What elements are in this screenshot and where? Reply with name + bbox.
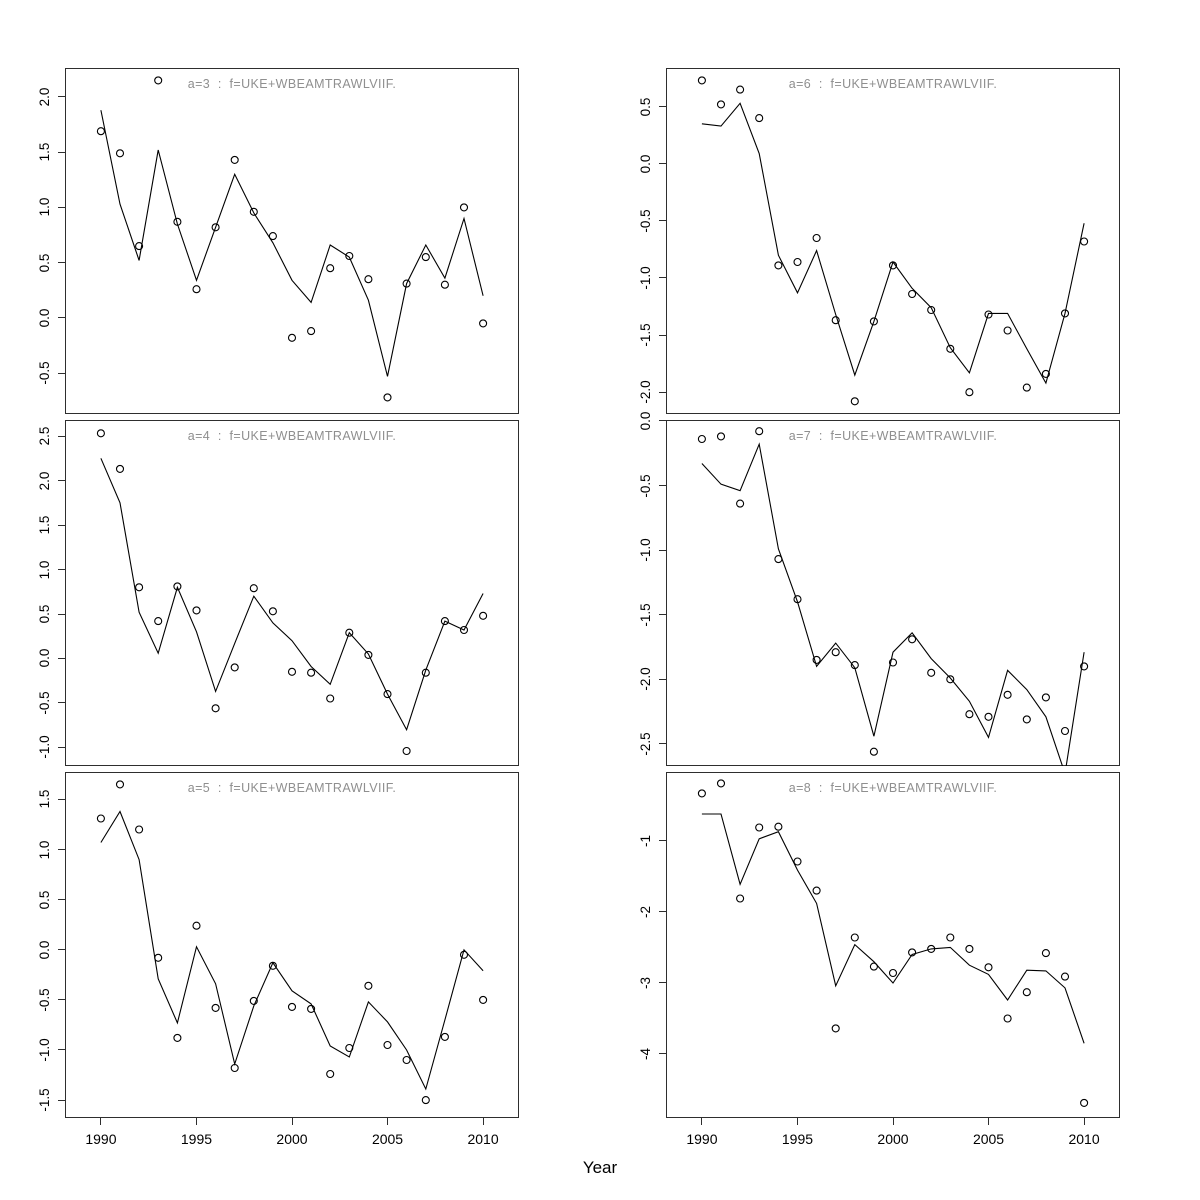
observed-point [718, 433, 725, 440]
x-tick-label: 2010 [467, 1131, 499, 1147]
observed-point [851, 934, 858, 941]
panel-title-a6: a=6 : f=UKE+WBEAMTRAWLVIIF. [788, 77, 998, 91]
observed-point [231, 156, 238, 163]
observed-point [250, 585, 257, 592]
x-tick-label: 2005 [371, 1131, 404, 1147]
y-tick-label: -0.5 [638, 209, 653, 233]
observed-point [1081, 1099, 1088, 1106]
y-tick-label: -1.5 [638, 323, 653, 347]
y-tick-label: 1.0 [37, 198, 52, 217]
y-tick-label: 1.5 [37, 515, 52, 535]
observed-point [155, 618, 162, 625]
x-tick [701, 1118, 702, 1125]
observed-point [327, 695, 334, 702]
y-tick [659, 679, 666, 680]
panel-a5-plot [65, 772, 519, 1118]
y-tick [659, 550, 666, 551]
observed-point [480, 996, 487, 1003]
y-tick [58, 614, 65, 615]
y-tick [58, 849, 65, 850]
y-tick [58, 702, 65, 703]
observed-point [308, 328, 315, 335]
y-tick [58, 658, 65, 659]
observed-point [813, 887, 820, 894]
observed-point [813, 235, 820, 242]
panel-title-a8: a=8 : f=UKE+WBEAMTRAWLVIIF. [788, 781, 998, 795]
observed-point [480, 320, 487, 327]
y-tick-label: 0.5 [37, 890, 52, 910]
x-tick [1084, 1118, 1085, 1125]
fitted-line-a5 [101, 812, 483, 1090]
observed-point [698, 77, 705, 84]
observed-point [97, 128, 104, 135]
y-tick-label: -0.5 [37, 691, 52, 715]
observed-point [737, 86, 744, 93]
fitted-line-a7 [702, 444, 1084, 766]
observed-point [97, 815, 104, 822]
y-tick [58, 799, 65, 800]
y-tick-label: -1.5 [638, 603, 653, 627]
y-tick [659, 277, 666, 278]
y-tick [58, 262, 65, 263]
y-tick-label: -4 [638, 1047, 653, 1060]
y-tick [659, 911, 666, 912]
observed-point [289, 668, 296, 675]
panel-a6-plot [666, 68, 1120, 414]
y-tick [659, 485, 666, 486]
y-tick [58, 949, 65, 950]
y-tick-label: 1.5 [37, 142, 52, 162]
observed-point [756, 115, 763, 122]
y-tick-label: -2 [638, 905, 653, 918]
panel-title-a4: a=4 : f=UKE+WBEAMTRAWLVIIF. [187, 429, 397, 443]
observed-point [737, 895, 744, 902]
y-tick-label: 1.0 [37, 560, 52, 579]
x-tick [797, 1118, 798, 1125]
observed-point [1004, 691, 1011, 698]
observed-point [832, 1025, 839, 1032]
observed-point [193, 286, 200, 293]
y-tick [58, 747, 65, 748]
y-tick [58, 525, 65, 526]
y-tick-label: 0.0 [37, 649, 52, 668]
y-tick-label: -1.0 [638, 266, 653, 290]
observed-point [212, 1004, 219, 1011]
panel-a8-plot [666, 772, 1120, 1118]
observed-point [1023, 989, 1030, 996]
observed-point [327, 1071, 334, 1078]
observed-point [289, 334, 296, 341]
observed-point [870, 748, 877, 755]
observed-point [737, 500, 744, 507]
panel-a7-plot [666, 420, 1120, 766]
y-tick-label: -1.0 [37, 735, 52, 760]
x-tick [196, 1118, 197, 1125]
observed-point [117, 150, 124, 157]
y-tick [659, 743, 666, 744]
y-tick [58, 999, 65, 1000]
observed-point [117, 465, 124, 472]
observed-point [117, 781, 124, 788]
panel-title-a5: a=5 : f=UKE+WBEAMTRAWLVIIF. [187, 781, 397, 795]
y-tick [58, 480, 65, 481]
observed-point [928, 669, 935, 676]
observed-point [1042, 950, 1049, 957]
y-tick [58, 1049, 65, 1050]
x-tick-label: 1990 [686, 1131, 718, 1147]
y-tick-label: -3 [638, 976, 653, 989]
x-tick-label: 2000 [276, 1131, 308, 1147]
observed-point [966, 945, 973, 952]
y-tick-label: 0.0 [37, 940, 52, 960]
observed-point [403, 748, 410, 755]
observed-point [97, 430, 104, 437]
observed-point [1062, 973, 1069, 980]
y-tick-label: -1.0 [638, 538, 653, 562]
fitted-line-a4 [101, 458, 483, 729]
observed-point [1023, 384, 1030, 391]
x-tick-label: 1995 [781, 1131, 814, 1147]
y-tick-label: 1.5 [37, 790, 52, 809]
observed-point [966, 389, 973, 396]
observed-point [327, 265, 334, 272]
x-tick-label: 2005 [972, 1131, 1005, 1147]
panel-a3-plot [65, 68, 519, 414]
y-tick [58, 317, 65, 318]
x-tick [893, 1118, 894, 1125]
panel-title-a7: a=7 : f=UKE+WBEAMTRAWLVIIF. [788, 429, 998, 443]
x-tick [988, 1118, 989, 1125]
observed-point [269, 608, 276, 615]
y-tick-label: 1.0 [37, 840, 52, 859]
x-tick [483, 1118, 484, 1125]
observed-point [480, 612, 487, 619]
y-tick [58, 152, 65, 153]
observed-point [308, 669, 315, 676]
observed-point [441, 1033, 448, 1040]
observed-point [756, 428, 763, 435]
y-tick-label: -2.5 [638, 732, 653, 756]
y-tick-label: 2.0 [37, 87, 52, 107]
observed-point [775, 262, 782, 269]
fitted-line-a3 [101, 110, 483, 376]
observed-point [851, 398, 858, 405]
observed-point [1062, 728, 1069, 735]
y-tick [659, 614, 666, 615]
observed-point [365, 982, 372, 989]
x-tick-label: 2010 [1068, 1131, 1100, 1147]
observed-point [136, 826, 143, 833]
x-tick-label: 1995 [180, 1131, 213, 1147]
observed-point [289, 1003, 296, 1010]
y-tick [659, 982, 666, 983]
observed-point [231, 664, 238, 671]
observed-point [985, 964, 992, 971]
observed-point [155, 77, 162, 84]
observed-point [832, 649, 839, 656]
y-tick [58, 1100, 65, 1101]
y-tick-label: 0.5 [37, 253, 52, 273]
y-tick [659, 420, 666, 421]
observed-point [1023, 716, 1030, 723]
y-tick [58, 436, 65, 437]
observed-point [1081, 238, 1088, 245]
observed-point [890, 970, 897, 977]
observed-point [461, 204, 468, 211]
observed-point [698, 790, 705, 797]
y-tick [659, 392, 666, 393]
observed-point [1004, 327, 1011, 334]
y-tick-label: 0.5 [638, 97, 653, 117]
x-tick [387, 1118, 388, 1125]
y-tick-label: -1.5 [37, 1088, 52, 1112]
y-tick-label: 2.5 [37, 426, 52, 446]
y-tick-label: -1 [638, 834, 653, 847]
observed-point [422, 1097, 429, 1104]
observed-point [212, 705, 219, 712]
y-tick-label: -2.0 [638, 380, 653, 404]
y-tick [659, 220, 666, 221]
panel-a4-plot [65, 420, 519, 766]
y-tick [58, 207, 65, 208]
observed-point [1042, 694, 1049, 701]
x-axis-title: Year [582, 1158, 618, 1177]
observed-point [136, 584, 143, 591]
panel-title-a3: a=3 : f=UKE+WBEAMTRAWLVIIF. [187, 77, 397, 91]
observed-point [794, 259, 801, 266]
y-tick-label: 0.0 [638, 154, 653, 174]
y-tick [659, 1053, 666, 1054]
observed-point [1004, 1015, 1011, 1022]
fitted-line-a6 [702, 103, 1084, 383]
y-tick-label: 2.0 [37, 471, 52, 490]
x-tick [292, 1118, 293, 1125]
y-tick-label: 0.0 [638, 411, 653, 431]
y-tick-label: -0.5 [37, 988, 52, 1012]
y-tick [58, 899, 65, 900]
observed-point [775, 823, 782, 830]
observed-point [384, 1042, 391, 1049]
y-tick-label: -1.0 [37, 1038, 52, 1062]
x-tick-label: 1990 [85, 1131, 117, 1147]
observed-point [985, 713, 992, 720]
y-tick [659, 335, 666, 336]
y-tick-label: -2.0 [638, 667, 653, 691]
fitted-line-a8 [702, 814, 1084, 1043]
observed-point [698, 436, 705, 443]
y-tick [659, 840, 666, 841]
y-tick [659, 163, 666, 164]
y-tick [58, 569, 65, 570]
observed-point [365, 276, 372, 283]
y-tick-label: 0.5 [37, 604, 52, 624]
y-tick [58, 96, 65, 97]
observed-point [718, 780, 725, 787]
y-tick-label: 0.0 [37, 308, 52, 328]
observed-point [174, 1034, 181, 1041]
y-tick [659, 106, 666, 107]
x-tick [100, 1118, 101, 1125]
observed-point [193, 607, 200, 614]
observed-point [384, 394, 391, 401]
observed-point [947, 934, 954, 941]
observed-point [193, 922, 200, 929]
observed-point [441, 281, 448, 288]
observed-point [718, 101, 725, 108]
y-tick-label: -0.5 [638, 473, 653, 498]
observed-point [966, 711, 973, 718]
observed-point [403, 1057, 410, 1064]
y-tick-label: -0.5 [37, 361, 52, 385]
x-tick-label: 2000 [877, 1131, 909, 1147]
observed-point [756, 824, 763, 831]
observed-point [422, 254, 429, 261]
y-tick [58, 373, 65, 374]
